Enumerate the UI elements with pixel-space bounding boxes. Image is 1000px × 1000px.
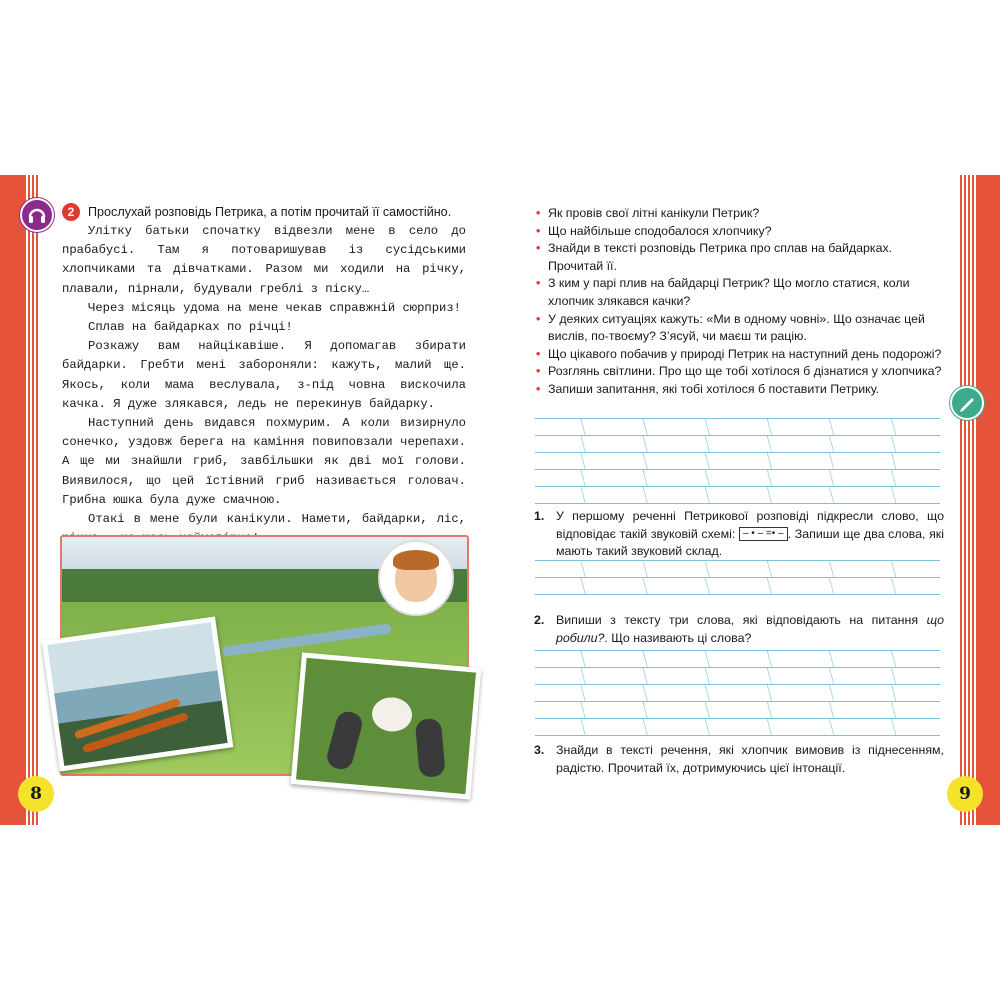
story-paragraph: Улітку батьки спочатку відвезли мене в село до прабабусі. Там я потоваришував із сусідськими хлопчиками та дівчатками. Разом ми ходили на річку, плавали, пірнали, будували греблі з піску… [62,224,466,296]
left-page-edge [0,175,24,825]
exercise-3 [536,742,944,777]
list-item: • З ким у парі плив на байдарці Петрик? Що могло статися, коли хлопчик злякався качки? [536,275,944,310]
kayaks-photo [42,616,234,771]
right-page-edge [976,175,1000,825]
page-number-right: 9 [947,776,983,812]
exercise-number: 3. [534,743,545,757]
question-list [536,205,944,399]
mushroom [371,696,414,733]
story-paragraph: Через місяць удома на мене чекав справжній сюрприз! [88,300,461,315]
story-paragraph: Сплав на байдарках по річці! [88,320,293,335]
list-item: • Знайди в тексті розповідь Петрика про сплав на байдарках. Прочитай її. [536,240,944,275]
exercise-text: Знайди в тексті речення, які хлопчик вимовив із піднесенням, радістю. Прочитай їх, дотримуючись цієї інтонації. [556,743,944,775]
exercise-2 [536,612,944,647]
story-text [62,222,466,548]
shoe [325,709,365,772]
exercise-number: 1. [534,509,545,523]
writing-lines[interactable] [535,650,940,736]
list-item: • Що найбільше сподобалося хлопчику? [536,223,944,241]
boy-avatar [378,540,454,616]
list-item: • Розглянь світлини. Про що ще тобі хотілося б дізнатися у хлопчика? [536,363,944,381]
shoe [415,718,446,778]
pen-icon [950,386,984,420]
exercise-number: 2. [534,613,545,627]
page-number-left: 8 [18,776,54,812]
list-item: • Що цікавого побачив у природі Петрик на наступний день подорожі? [536,346,944,364]
exercise-text: . Запиши ще два слова, які мають такий звуковий склад. [556,526,944,559]
mushroom-photo [291,652,482,799]
exercise-question: що робили? [556,613,944,645]
exercise-text: . Що називають ці слова? [604,630,752,645]
exercise-text: Випиши з тексту три слова, які відповідають на питання [556,613,919,627]
list-item: • Як провів свої літні канікули Петрик? [536,205,944,223]
left-edge-stripes [24,175,40,825]
story-paragraph: Наступний день видався похмурим. А коли визирнуло сонечко, уздовж берега на каміння повиповзали черепахи. А ще ми знайшли гриб, завбільшки як дві мої голови. Виявилося, що цей їстівний гриб називається головач. Грибна юшка була дуже смачною. [62,416,466,507]
writing-lines[interactable] [535,418,940,504]
story-paragraph: Розкажу вам найцікавіше. Я допомагав збирати байдарки. Гребти мені забороняли: кажуть, малий ще. Якось, коли мама веслувала, з-під човна вискочила качка. Я дуже злякався, ледь не перекинув байдарку. [62,339,466,411]
listen-icon [20,198,54,232]
list-item: • Запиши запитання, які тобі хотілося б поставити Петрику. [536,381,944,399]
right-edge-stripes [960,175,976,825]
list-item: • У деяких ситуаціях кажуть: «Ми в одному човні». Що означає цей вислів, по-твоєму? З’ясуй, чи маєш ти рацію. [536,311,944,346]
exercise-1 [536,508,944,561]
story-paragraph: Отакі в мене були канікули. Намети, байдарки, ліс, [88,512,466,527]
task-title: Прослухай розповідь Петрика, а потім прочитай її самостійно. [88,205,452,219]
task-number-badge: 2 [62,203,80,221]
sound-scheme: – • – =• – [739,527,788,541]
writing-lines[interactable] [535,560,940,595]
exercise-text: У першому реченні Петрикової розповіді підкресли слово, що відповідає такій звуковій схемі: [556,509,944,541]
